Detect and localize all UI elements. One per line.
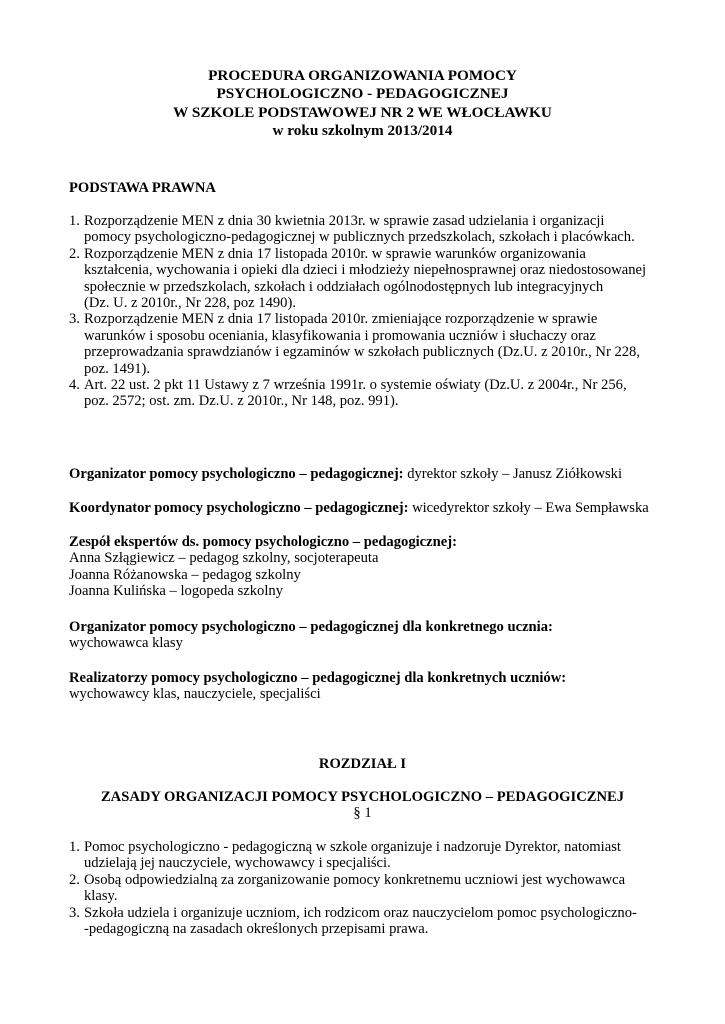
expert-member: Joanna Różanowska – pedagog szkolny <box>69 566 301 583</box>
item-line: udzielają jej nauczyciele, wychowawcy i specjaliści. <box>84 855 391 872</box>
item-line: klasy. <box>84 888 118 905</box>
item-line: poz. 1491). <box>84 360 151 377</box>
title-line-1: PROCEDURA ORGANIZOWANIA POMOCY <box>208 67 517 84</box>
item-line: pomocy psychologiczno-pedagogicznej w publicznych przedszkolach, szkołach i placówkach. <box>84 229 635 246</box>
legal-basis-item <box>69 246 699 312</box>
implementers-block <box>69 670 669 703</box>
chapter-heading: ROZDZIAŁ I <box>318 756 407 772</box>
item-line: przeprowadzania sprawdzianów i egzaminów w szkołach publicznych (Dz.U. z 2010r., Nr 228, <box>84 344 640 361</box>
title-line-3: W SZKOLE PODSTAWOWEJ NR 2 WE WŁOCŁAWKU <box>173 103 552 121</box>
chapter-item <box>69 905 699 938</box>
student-organizer-label: Organizator pomocy psychologiczno – pedagogicznej dla konkretnego ucznia: <box>69 619 553 635</box>
item-number: 2. <box>69 871 80 888</box>
organizer-value: dyrektor szkoły – Janusz Ziółkowski <box>403 466 623 482</box>
item-line: Osobą odpowiedzialną za zorganizowanie pomocy konkretnemu uczniowi jest wychowawca <box>84 871 626 888</box>
item-line: Rozporządzenie MEN z dnia 17 listopada 2010r. w sprawie warunków organizowania <box>84 245 586 262</box>
item-number: 3. <box>69 311 80 328</box>
student-organizer-block <box>69 619 669 652</box>
expert-member: Joanna Kulińska – logopeda szkolny <box>69 583 284 600</box>
legal-basis-heading: PODSTAWA PRAWNA <box>69 180 216 196</box>
item-number: 4. <box>69 377 80 394</box>
legal-basis-item <box>69 213 699 246</box>
expert-member: Anna Szłągiewicz – pedagog szkolny, socjoterapeuta <box>69 550 379 567</box>
legal-basis-item <box>69 377 699 410</box>
chapter-list <box>69 839 699 937</box>
legal-basis-list <box>69 213 699 410</box>
experts-label: Zespół ekspertów ds. pomocy psychologiczno – pedagogicznej: <box>69 534 457 550</box>
item-line: Rozporządzenie MEN z dnia 17 listopada 2010r. zmieniające rozporządzenie w sprawie <box>84 311 598 328</box>
experts-block <box>69 534 669 600</box>
chapter-item <box>69 872 699 905</box>
item-line: -pedagogiczną na zasadach określonych przepisami prawa. <box>84 921 429 938</box>
coordinator-value: wicedyrektor szkoły – Ewa Sempławska <box>408 500 649 516</box>
item-line: Rozporządzenie MEN z dnia 30 kwietnia 2013r. w sprawie zasad udzielania i organizacji <box>84 213 605 229</box>
chapter-item <box>69 839 699 872</box>
item-number: 1. <box>69 839 80 855</box>
document-title <box>0 67 725 141</box>
item-line: poz. 2572; ost. zm. Dz.U. z 2010r., Nr 148, poz. 991). <box>84 393 399 410</box>
title-line-4: w roku szkolnym 2013/2014 <box>272 122 453 140</box>
implementers-value: wychowawcy klas, nauczyciele, specjaliści <box>69 686 321 703</box>
item-number: 3. <box>69 904 80 921</box>
title-line-2: PSYCHOLOGICZNO - PEDAGOGICZNEJ <box>216 85 509 103</box>
implementers-label: Realizatorzy pomocy psychologiczno – pedagogicznej dla konkretnych uczniów: <box>69 670 567 686</box>
chapter-subheading: ZASADY ORGANIZACJI POMOCY PSYCHOLOGICZNO – PEDAGOGICZNEJ <box>100 789 625 805</box>
organizer-label: Organizator pomocy psychologiczno – pedagogicznej: <box>69 466 404 482</box>
item-line: Pomoc psychologiczno - pedagogiczną w szkole organizuje i nadzoruje Dyrektor, natomiast <box>84 839 621 855</box>
item-line: warunków i sposobu oceniania, klasyfikowania i promowania uczniów i słuchaczy oraz <box>84 327 596 344</box>
section-number: § 1 <box>353 805 372 821</box>
item-line: społecznie w przedszkolach, szkołach i oddziałach ogólnodostępnych lub integracyjnych <box>84 278 604 295</box>
item-line: (Dz. U. z 2010r., Nr 228, poz 1490). <box>84 295 296 312</box>
item-line: kształcenia, wychowania i opieki dla dzieci i młodzieży niepełnosprawnej oraz niedostosowanej <box>84 262 647 279</box>
coordinator-line <box>69 500 669 516</box>
organizer-line <box>69 466 669 482</box>
legal-basis-item <box>69 311 699 377</box>
item-number: 2. <box>69 245 80 262</box>
item-line: Art. 22 ust. 2 pkt 11 Ustawy z 7 września 1991r. o systemie oświaty (Dz.U. z 2004r., Nr 256, <box>84 377 627 394</box>
item-number: 1. <box>69 213 80 229</box>
item-line: Szkoła udziela i organizuje uczniom, ich rodzicom oraz nauczycielom pomoc psychologiczno- <box>84 904 637 921</box>
student-organizer-value: wychowawca klasy <box>69 635 183 652</box>
coordinator-label: Koordynator pomocy psychologiczno – pedagogicznej: <box>69 500 409 516</box>
